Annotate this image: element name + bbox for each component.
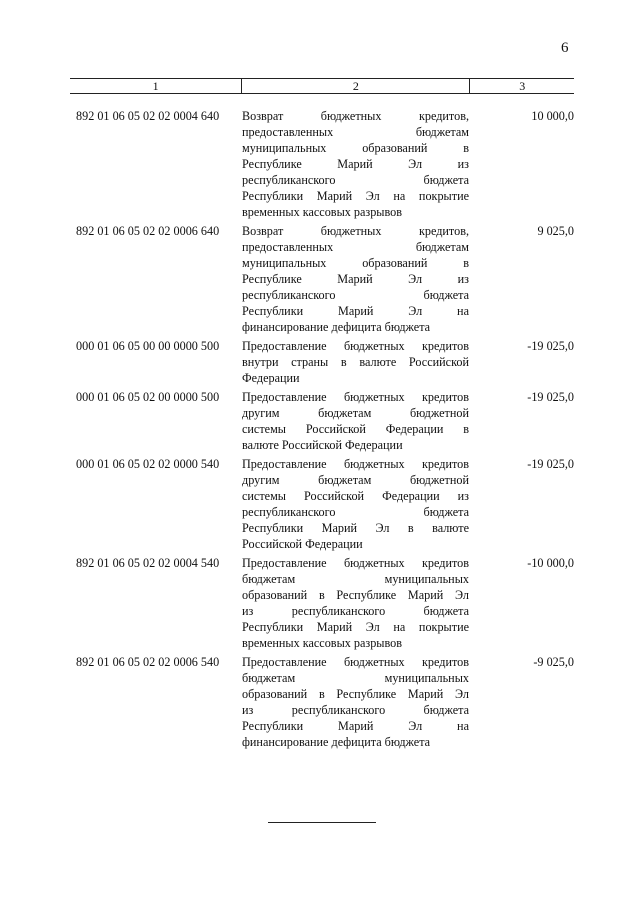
amount: 9 025,0 [537,224,574,238]
amount: -19 025,0 [527,390,574,404]
budget-code: 000 01 06 05 02 02 0000 540 [76,457,220,471]
description-line: Предоставление бюджетных кредитов [242,457,469,471]
description-line: образований в Республике Марий Эл [242,687,469,701]
description-line: другим бюджетам бюджетной [242,473,469,487]
table-row [70,456,574,552]
description-line: бюджетам муниципальных [242,572,469,586]
description-line: бюджетам муниципальных [242,671,469,685]
amount: -19 025,0 [527,339,574,353]
description-line: системы Российской Федерации из [242,489,469,503]
description-line: из республиканского бюджета [242,703,469,717]
description-line: из республиканского бюджета [242,604,469,618]
budget-code: 892 01 06 05 02 02 0004 540 [76,556,220,570]
description-line: валюте Российской Федерации [242,438,403,452]
description-line: республиканского бюджета [242,173,469,187]
description-line: Предоставление бюджетных кредитов [242,655,469,669]
description-line: предоставленных бюджетам [242,125,469,139]
description-line: Предоставление бюджетных кредитов [242,390,469,404]
description-line: республиканского бюджета [242,505,469,519]
description-line: Республики Марий Эл на [242,304,469,318]
table-row [70,338,574,386]
amount: -9 025,0 [533,655,574,669]
table-header [70,78,574,94]
table-row [70,555,574,651]
description-line: муниципальных образований в [242,256,469,270]
description-line: образований в Республике Марий Эл [242,588,469,602]
description-line: предоставленных бюджетам [242,240,469,254]
description-line: Республики Марий Эл в валюте [242,521,469,535]
description-line: Предоставление бюджетных кредитов [242,556,469,570]
end-rule [268,822,376,823]
amount: 10 000,0 [531,109,574,123]
column-header-1: 1 [70,79,242,94]
description-line: Предоставление бюджетных кредитов [242,339,469,353]
description-line: временных кассовых разрывов [242,636,403,650]
budget-code: 000 01 06 05 02 00 0000 500 [76,390,220,404]
description [242,389,469,453]
description-line: Возврат бюджетных кредитов, [242,224,469,238]
description-line: Возврат бюджетных кредитов, [242,109,469,123]
description-line: другим бюджетам бюджетной [242,406,469,420]
table-row [70,654,574,750]
table-row [70,223,574,335]
description-line: Республике Марий Эл из [242,157,469,171]
description-line: системы Российской Федерации в [242,422,469,436]
description [242,456,469,552]
column-header-2: 2 [242,79,470,94]
description-line: Федерации [242,371,300,385]
description-line: Республики Марий Эл на покрытие [242,620,469,634]
description-line: республиканского бюджета [242,288,469,302]
budget-code: 892 01 06 05 02 02 0006 640 [76,224,220,238]
description-line: временных кассовых разрывов [242,205,403,219]
description-line: финансирование дефицита бюджета [242,320,431,334]
budget-code: 000 01 06 05 00 00 0000 500 [76,339,220,353]
description [242,108,469,220]
description [242,654,469,750]
description-line: Республике Марий Эл из [242,272,469,286]
amount: -19 025,0 [527,457,574,471]
amount: -10 000,0 [527,556,574,570]
budget-code: 892 01 06 05 02 02 0004 640 [76,109,220,123]
description-line: финансирование дефицита бюджета [242,735,431,749]
description [242,555,469,651]
description-line: Республики Марий Эл на [242,719,469,733]
table-row [70,389,574,453]
table-row [70,108,574,220]
description-line: Российской Федерации [242,537,363,551]
description-line: муниципальных образований в [242,141,469,155]
description [242,338,469,386]
budget-code: 892 01 06 05 02 02 0006 540 [76,655,220,669]
table-body [70,108,574,753]
description [242,223,469,335]
column-header-3: 3 [470,79,574,94]
page-number: 6 [561,40,569,56]
description-line: Республики Марий Эл на покрытие [242,189,469,203]
description-line: внутри страны в валюте Российской [242,355,469,369]
